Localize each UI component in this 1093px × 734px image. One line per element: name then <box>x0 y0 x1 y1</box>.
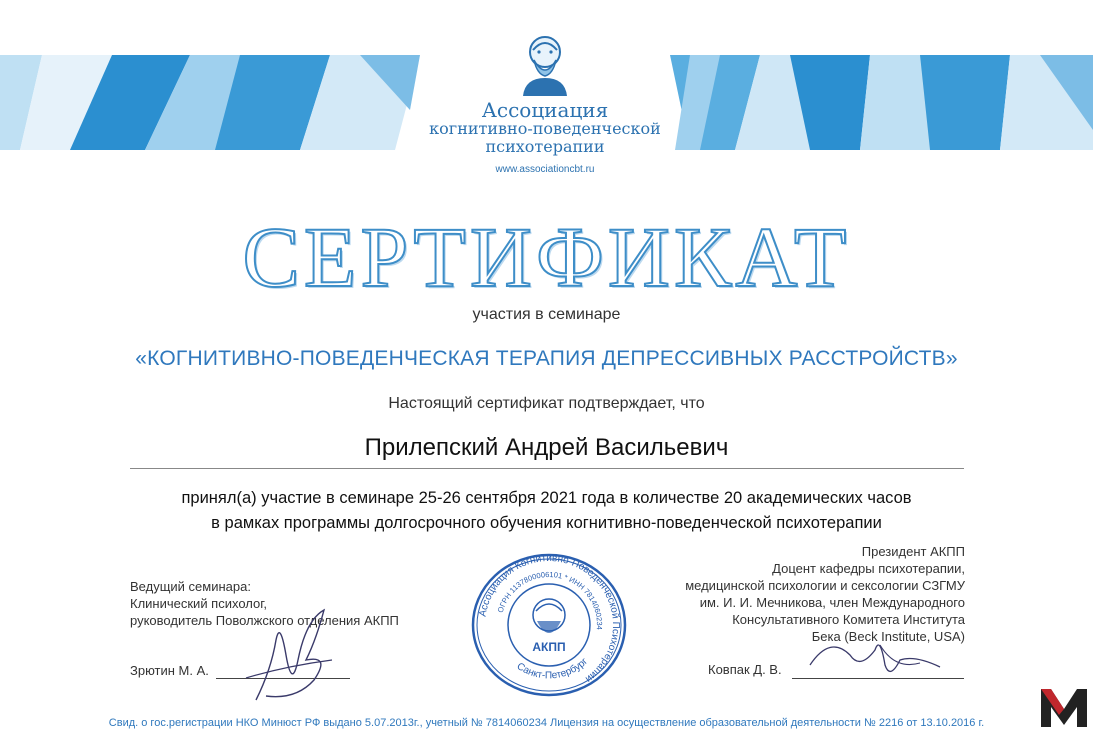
seal-city: Санкт-Петербург <box>514 656 591 682</box>
m-logo-icon <box>1039 685 1089 729</box>
seal-portrait-icon <box>533 599 565 633</box>
certificate-subtitle: участия в семинаре <box>472 306 621 323</box>
seal-center-text: АКПП <box>532 640 566 654</box>
left-signer-title: Клинический психолог, <box>130 596 268 611</box>
right-signer-line-4: им. И. И. Мечникова, член Международного <box>699 595 965 610</box>
left-signer-role: Ведущий семинара: <box>130 579 251 594</box>
left-signer-position: руководитель Поволжского отделения АКПП <box>130 613 399 628</box>
portrait-icon <box>517 30 573 96</box>
recipient-name: Прилепский Андрей Васильевич <box>364 434 729 461</box>
logo-url[interactable]: www.associationcbt.ru <box>495 164 595 175</box>
right-signature-mark <box>800 625 950 685</box>
seal-inner-text: ОГРН 1137800006101 * ИНН 7814060234 <box>495 569 605 631</box>
confirm-text: Настоящий сертификат подтверждает, что <box>388 395 705 412</box>
footer-legal-text: Свид. о гос.регистрации НКО Минюст РФ выдано 5.07.2013г., учетный № 7814060234 Лицензия на осуществление образовательной деятельности № 2216 от 13.10.2016 г. <box>108 717 985 729</box>
right-signer-line-6: Бека (Beck Institute, USA) <box>811 629 965 644</box>
left-signer-name: Зрютин М. А. <box>130 663 209 678</box>
organization-seal <box>470 553 628 698</box>
association-logo <box>410 30 680 175</box>
right-signer-line-5: Консультативного Комитета Института <box>732 612 965 627</box>
logo-title: Ассоциация <box>481 98 609 122</box>
name-underline <box>130 468 964 469</box>
left-signature-mark <box>236 600 346 708</box>
certificate-title: СЕРТИФИКАТ <box>242 209 851 305</box>
right-signer-line-2: Доцент кафедры психотерапии, <box>772 561 965 576</box>
seal-outer-text: Ассоциация Когнитивно-Поведенческой Психотерапии <box>477 553 622 685</box>
right-signer-line-3: медицинской психологии и сексологии СЗГМУ <box>685 578 965 593</box>
right-signer-name: Ковпак Д. В. <box>708 662 782 677</box>
right-signer-role: Президент АКПП <box>861 544 965 559</box>
logo-subtitle-2: психотерапии <box>485 137 605 156</box>
seminar-title: «КОГНИТИВНО-ПОВЕДЕНЧЕСКАЯ ТЕРАПИЯ ДЕПРЕССИВНЫХ РАССТРОЙСТВ» <box>135 347 958 370</box>
body-line-2: в рамках программы долгосрочного обучения когнитивно-поведенческой психотерапии <box>211 514 882 532</box>
certificate-body <box>0 486 1093 536</box>
logo-subtitle: когнитивно-поведенческой <box>429 119 661 138</box>
body-line-1: принял(а) участие в семинаре 25-26 сентября 2021 года в количестве 20 академических часов <box>181 489 912 507</box>
